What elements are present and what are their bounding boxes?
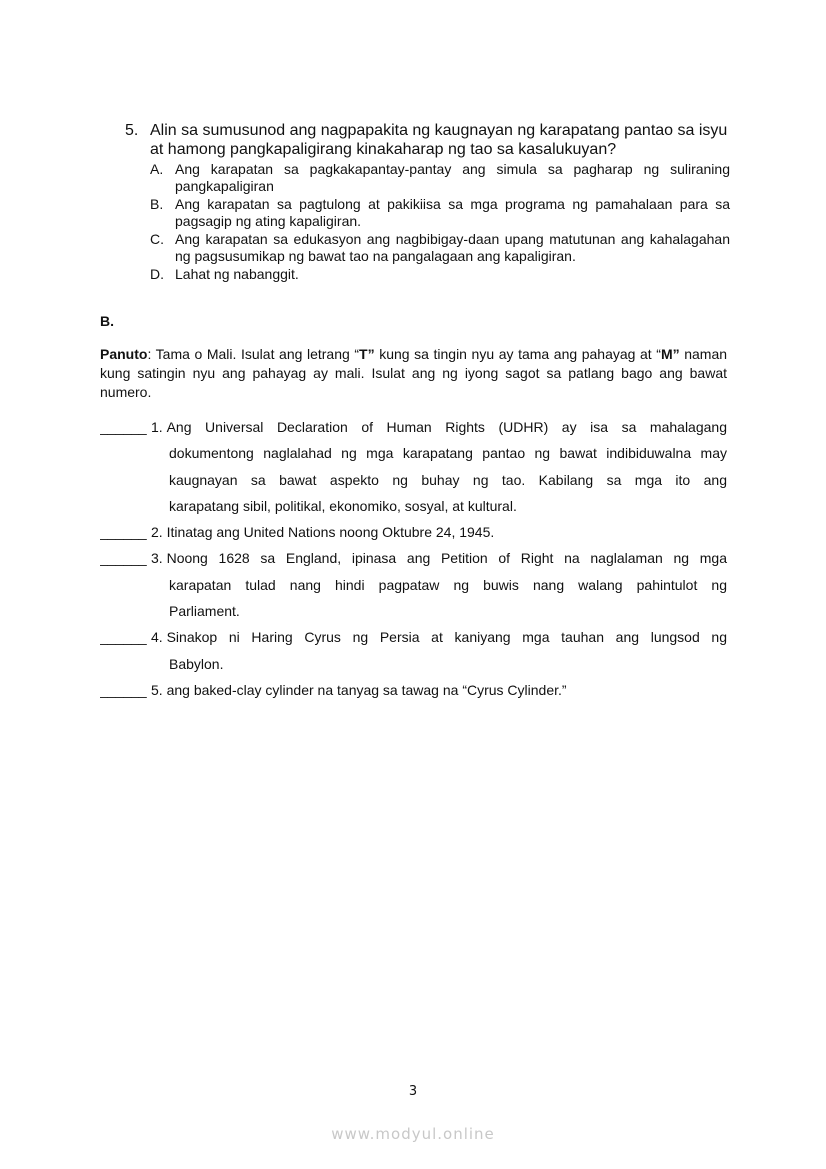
item-number: 1. [151, 419, 163, 435]
choice-letter: C. [150, 231, 164, 247]
item-number: 3. [151, 550, 163, 567]
instruction-text: kung sa tingin nyu ay tama ang pahayag at “ [374, 346, 661, 362]
answer-blank[interactable] [100, 414, 151, 519]
answer-blank[interactable] [100, 624, 151, 677]
item-number: 5. [151, 681, 163, 698]
instruction-text: : Tama o Mali. Isulat ang letrang “ [147, 346, 360, 362]
list-item [100, 519, 727, 545]
item-line: ang baked-clay cylinder na tanyag sa tawag na “Cyrus Cylinder.” [166, 681, 567, 698]
choice-text: Ang karapatan sa pagtulong at pakikiisa sa mga programa ng pamahalaan para sa pagsagip ng ating kapaligiran. [175, 196, 730, 229]
question-5 [125, 121, 730, 284]
answer-blank[interactable] [100, 519, 151, 545]
list-item [100, 624, 727, 677]
answer-blank[interactable] [100, 677, 151, 703]
item-line: Sinakop ni Haring Cyrus ng Persia at kaniyang mga tauhan ang lungsod ng [166, 629, 727, 646]
choice-letter: D. [150, 266, 164, 282]
instructions [100, 345, 727, 402]
letter-m: M” [660, 346, 680, 362]
list-item [100, 677, 727, 703]
choice-d [150, 266, 730, 283]
true-false-items [100, 414, 727, 703]
list-item [100, 545, 727, 624]
list-item [100, 414, 727, 519]
item-line: dokumentong naglalahad ng mga karapatang pantao ng bawat indibiduwalna may [169, 445, 727, 462]
question-number: 5. [125, 122, 139, 139]
item-number: 4. [151, 629, 163, 646]
page-number: 3 [408, 1084, 418, 1099]
item-number: 2. [151, 524, 163, 541]
item-line: Parliament. [169, 603, 240, 620]
watermark: www.modyul.online [331, 1125, 495, 1143]
item-line: karapatan tulad nang hindi pagpataw ng buwis nang walang pahintulot ng [169, 576, 727, 593]
choice-b [150, 196, 730, 230]
instruction-text: naman kung satingin nyu ang pahayag ay mali. Isulat ang ng iyong sagot sa patlang bago ang bawat numero. [100, 346, 728, 400]
question-text: Alin sa sumusunod ang nagpapakita ng kaugnayan ng karapatang pantao sa isyu at hamong pangkapaligirang kinakaharap ng tao sa kasalukuyan? [150, 122, 728, 158]
choice-c [150, 231, 730, 265]
choice-a [150, 161, 730, 195]
choice-letter: B. [150, 196, 164, 212]
item-line: karapatang sibil, politikal, ekonomiko, sosyal, at kultural. [169, 497, 517, 514]
item-line: kaugnayan sa bawat aspekto ng buhay ng tao. Kabilang sa mga ito ang [169, 471, 727, 488]
choice-letter: A. [150, 161, 164, 177]
item-line: Ang Universal Declaration of Human Rights (UDHR) ay isa sa mahalagang [166, 419, 727, 435]
instruction-label: Panuto [100, 346, 148, 362]
item-line: Noong 1628 sa England, ipinasa ang Petition of Right na naglalaman ng mga [166, 550, 727, 567]
item-line: Itinatag ang United Nations noong Oktubre 24, 1945. [166, 524, 495, 541]
answer-blank[interactable] [100, 545, 151, 624]
choice-text: Lahat ng nabanggit. [175, 266, 299, 282]
choice-text: Ang karapatan sa edukasyon ang nagbibigay-daan upang matutunan ang kahalagahan ng pagsusumikap ng bawat tao na pangalagaan ang kapaligiran. [175, 231, 730, 264]
letter-t: T” [359, 346, 375, 362]
item-line: Babylon. [169, 655, 224, 672]
choices-list [125, 161, 730, 283]
section-heading: B. [100, 313, 114, 329]
choice-text: Ang karapatan sa pagkakapantay-pantay ang simula sa pagharap ng suliraning pangkapaligiran [175, 161, 730, 194]
